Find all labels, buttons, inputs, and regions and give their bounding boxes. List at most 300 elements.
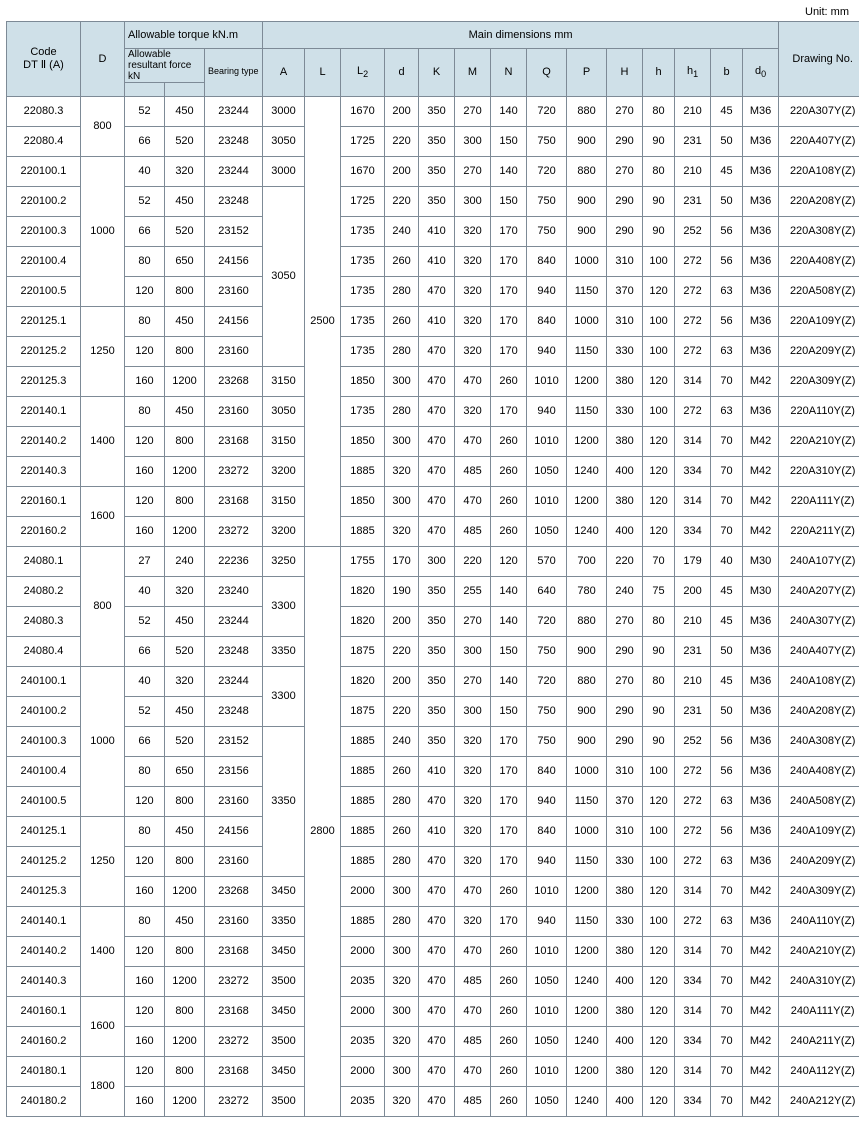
cell-a: 3450 <box>263 876 305 906</box>
cell-l: 2800 <box>305 546 341 1116</box>
cell-n: 260 <box>491 1086 527 1116</box>
cell-d: 300 <box>385 1056 419 1086</box>
cell-p: 880 <box>567 96 607 126</box>
cell-d: 320 <box>385 1026 419 1056</box>
cell-a: 3500 <box>263 966 305 996</box>
cell-torque: 66 <box>125 636 165 666</box>
cell-torque: 40 <box>125 666 165 696</box>
cell-torque: 80 <box>125 396 165 426</box>
cell-m: 220 <box>455 546 491 576</box>
cell-h: 310 <box>607 756 643 786</box>
cell-d0: M36 <box>743 846 779 876</box>
cell-force: 800 <box>165 1056 205 1086</box>
header-force-group <box>125 49 205 83</box>
cell-code: 220140.1 <box>7 396 81 426</box>
cell-drawing-no: 240A210Y(Z) <box>779 936 859 966</box>
cell-h1: 210 <box>675 666 711 696</box>
cell-force: 1200 <box>165 966 205 996</box>
header-torque-group <box>125 22 263 49</box>
cell-h: 120 <box>643 426 675 456</box>
header-col-h1: $h_1$ <box>675 49 711 97</box>
cell-q: 1010 <box>527 486 567 516</box>
cell-m: 320 <box>455 246 491 276</box>
cell-q: 1050 <box>527 966 567 996</box>
cell-drawing-no: 220A307Y(Z) <box>779 96 859 126</box>
cell-drawing-no: 240A209Y(Z) <box>779 846 859 876</box>
cell-b: 56 <box>711 726 743 756</box>
cell-n: 150 <box>491 126 527 156</box>
cell-bearing-type: 23244 <box>205 96 263 126</box>
cell-q: 840 <box>527 306 567 336</box>
cell-h: 90 <box>643 186 675 216</box>
cell-h: 120 <box>643 516 675 546</box>
cell-h1: 210 <box>675 96 711 126</box>
cell-p: 1150 <box>567 786 607 816</box>
cell-n: 150 <box>491 696 527 726</box>
cell-h: 100 <box>643 756 675 786</box>
cell-code: 240125.1 <box>7 816 81 846</box>
cell-h: 380 <box>607 876 643 906</box>
cell-bearing-type: 23248 <box>205 186 263 216</box>
cell-l2: 2000 <box>341 1056 385 1086</box>
cell-h: 290 <box>607 126 643 156</box>
cell-l2: 1725 <box>341 186 385 216</box>
cell-drawing-no: 220A309Y(Z) <box>779 366 859 396</box>
cell-force: 800 <box>165 846 205 876</box>
cell-p: 1240 <box>567 966 607 996</box>
cell-b: 56 <box>711 306 743 336</box>
cell-force: 450 <box>165 606 205 636</box>
cell-n: 260 <box>491 516 527 546</box>
cell-h: 100 <box>643 336 675 366</box>
cell-l2: 1735 <box>341 396 385 426</box>
cell-p: 1150 <box>567 846 607 876</box>
cell-d: 300 <box>385 936 419 966</box>
cell-torque: 80 <box>125 246 165 276</box>
cell-code: 24080.1 <box>7 546 81 576</box>
cell-force: 800 <box>165 936 205 966</box>
cell-k: 470 <box>419 906 455 936</box>
cell-drawing-no: 220A208Y(Z) <box>779 186 859 216</box>
cell-code: 240140.1 <box>7 906 81 936</box>
cell-d0: M36 <box>743 636 779 666</box>
cell-code: 240100.3 <box>7 726 81 756</box>
cell-a: 3450 <box>263 1056 305 1086</box>
cell-drawing-no: 240A112Y(Z) <box>779 1056 859 1086</box>
cell-b: 50 <box>711 636 743 666</box>
cell-m: 300 <box>455 186 491 216</box>
cell-b: 63 <box>711 786 743 816</box>
cell-h1: 272 <box>675 846 711 876</box>
cell-bearing-type: 23160 <box>205 786 263 816</box>
cell-d: 800 <box>81 546 125 666</box>
cell-b: 45 <box>711 96 743 126</box>
cell-p: 1200 <box>567 936 607 966</box>
cell-bearing-type: 23168 <box>205 426 263 456</box>
cell-h: 290 <box>607 636 643 666</box>
cell-bearing-type: 23248 <box>205 696 263 726</box>
cell-k: 350 <box>419 96 455 126</box>
cell-q: 1010 <box>527 366 567 396</box>
cell-m: 485 <box>455 1026 491 1056</box>
cell-a: 3150 <box>263 426 305 456</box>
cell-h1: 231 <box>675 696 711 726</box>
cell-n: 260 <box>491 876 527 906</box>
header-main-dimensions: Main dimensions mm <box>263 22 779 49</box>
cell-l2: 1875 <box>341 696 385 726</box>
cell-a: 3200 <box>263 456 305 486</box>
cell-force: 450 <box>165 306 205 336</box>
cell-h: 90 <box>643 126 675 156</box>
cell-torque: 160 <box>125 516 165 546</box>
cell-d0: M42 <box>743 936 779 966</box>
cell-n: 170 <box>491 336 527 366</box>
cell-d0: M42 <box>743 366 779 396</box>
cell-k: 470 <box>419 846 455 876</box>
cell-d: 260 <box>385 816 419 846</box>
cell-h: 80 <box>643 666 675 696</box>
cell-torque: 120 <box>125 846 165 876</box>
table-row <box>7 996 859 1026</box>
cell-m: 270 <box>455 666 491 696</box>
cell-b: 70 <box>711 366 743 396</box>
cell-q: 1010 <box>527 996 567 1026</box>
cell-q: 1050 <box>527 1026 567 1056</box>
table-row <box>7 966 859 996</box>
table-row <box>7 156 859 186</box>
cell-q: 720 <box>527 156 567 186</box>
cell-h: 330 <box>607 906 643 936</box>
cell-m: 320 <box>455 846 491 876</box>
cell-torque: 66 <box>125 726 165 756</box>
cell-m: 470 <box>455 426 491 456</box>
cell-torque: 160 <box>125 1086 165 1116</box>
cell-n: 260 <box>491 366 527 396</box>
cell-l2: 1820 <box>341 666 385 696</box>
table-row <box>7 816 859 846</box>
cell-h: 75 <box>643 576 675 606</box>
cell-h: 120 <box>643 876 675 906</box>
header-code-line2: DT Ⅱ (A) <box>23 58 64 71</box>
cell-h: 120 <box>643 1056 675 1086</box>
cell-b: 63 <box>711 396 743 426</box>
cell-l2: 1885 <box>341 846 385 876</box>
cell-b: 70 <box>711 486 743 516</box>
cell-m: 320 <box>455 216 491 246</box>
cell-h: 330 <box>607 396 643 426</box>
header-force-label: Allowable resultant force kN <box>128 49 192 82</box>
cell-h: 100 <box>643 246 675 276</box>
cell-l2: 1885 <box>341 516 385 546</box>
cell-force: 800 <box>165 996 205 1026</box>
cell-p: 1200 <box>567 486 607 516</box>
cell-k: 350 <box>419 606 455 636</box>
cell-n: 140 <box>491 666 527 696</box>
cell-k: 350 <box>419 666 455 696</box>
table-row <box>7 306 859 336</box>
cell-h: 120 <box>643 276 675 306</box>
cell-d0: M36 <box>743 726 779 756</box>
cell-h: 270 <box>607 666 643 696</box>
cell-l2: 1670 <box>341 156 385 186</box>
cell-d: 260 <box>385 306 419 336</box>
cell-d0: M36 <box>743 396 779 426</box>
cell-b: 70 <box>711 936 743 966</box>
cell-b: 70 <box>711 1056 743 1086</box>
table-row <box>7 1086 859 1116</box>
header-torque-value-col <box>125 83 165 97</box>
table-row <box>7 546 859 576</box>
cell-l2: 2000 <box>341 876 385 906</box>
table-row <box>7 636 859 666</box>
cell-a: 3500 <box>263 1086 305 1116</box>
cell-bearing-type: 23160 <box>205 396 263 426</box>
cell-l2: 2000 <box>341 996 385 1026</box>
cell-h: 90 <box>643 696 675 726</box>
cell-force: 650 <box>165 756 205 786</box>
cell-force: 1200 <box>165 876 205 906</box>
cell-m: 485 <box>455 456 491 486</box>
cell-n: 260 <box>491 966 527 996</box>
cell-code: 220100.1 <box>7 156 81 186</box>
cell-code: 220160.2 <box>7 516 81 546</box>
cell-torque: 120 <box>125 276 165 306</box>
cell-m: 300 <box>455 696 491 726</box>
cell-force: 450 <box>165 906 205 936</box>
cell-code: 24080.2 <box>7 576 81 606</box>
cell-m: 270 <box>455 96 491 126</box>
cell-h1: 231 <box>675 636 711 666</box>
cell-k: 350 <box>419 186 455 216</box>
cell-q: 750 <box>527 216 567 246</box>
cell-b: 70 <box>711 876 743 906</box>
cell-code: 240125.2 <box>7 846 81 876</box>
cell-n: 260 <box>491 1026 527 1056</box>
cell-k: 470 <box>419 936 455 966</box>
cell-l2: 1885 <box>341 906 385 936</box>
cell-h1: 272 <box>675 396 711 426</box>
cell-code: 240100.1 <box>7 666 81 696</box>
cell-h: 400 <box>607 456 643 486</box>
cell-b: 70 <box>711 516 743 546</box>
cell-k: 470 <box>419 486 455 516</box>
table-row <box>7 456 859 486</box>
cell-l2: 1725 <box>341 126 385 156</box>
table-row <box>7 186 859 216</box>
cell-h: 80 <box>643 96 675 126</box>
cell-p: 1000 <box>567 246 607 276</box>
cell-m: 320 <box>455 726 491 756</box>
cell-code: 220140.2 <box>7 426 81 456</box>
cell-n: 170 <box>491 306 527 336</box>
cell-d: 300 <box>385 366 419 396</box>
cell-h: 270 <box>607 156 643 186</box>
cell-bearing-type: 23156 <box>205 756 263 786</box>
header-col-h: h <box>643 49 675 97</box>
cell-k: 470 <box>419 1056 455 1086</box>
cell-h: 220 <box>607 546 643 576</box>
cell-b: 40 <box>711 546 743 576</box>
cell-h: 380 <box>607 366 643 396</box>
table-row <box>7 126 859 156</box>
header-col-L2: $L_2$ <box>341 49 385 97</box>
cell-a: 3300 <box>263 666 305 726</box>
cell-h: 380 <box>607 426 643 456</box>
cell-force: 1200 <box>165 1026 205 1056</box>
cell-n: 140 <box>491 606 527 636</box>
cell-a: 3350 <box>263 636 305 666</box>
cell-k: 410 <box>419 246 455 276</box>
cell-bearing-type: 23244 <box>205 156 263 186</box>
cell-d0: M36 <box>743 126 779 156</box>
cell-drawing-no: 240A211Y(Z) <box>779 1026 859 1056</box>
cell-p: 1240 <box>567 1086 607 1116</box>
table-row <box>7 486 859 516</box>
cell-k: 470 <box>419 396 455 426</box>
cell-m: 470 <box>455 936 491 966</box>
cell-b: 70 <box>711 426 743 456</box>
cell-a: 3050 <box>263 396 305 426</box>
cell-m: 320 <box>455 336 491 366</box>
cell-l2: 1850 <box>341 486 385 516</box>
cell-k: 470 <box>419 516 455 546</box>
cell-n: 260 <box>491 936 527 966</box>
cell-force: 520 <box>165 636 205 666</box>
cell-d0: M36 <box>743 276 779 306</box>
cell-d: 800 <box>81 96 125 156</box>
cell-b: 45 <box>711 576 743 606</box>
cell-d: 280 <box>385 396 419 426</box>
cell-code: 220125.3 <box>7 366 81 396</box>
cell-drawing-no: 240A108Y(Z) <box>779 666 859 696</box>
cell-drawing-no: 220A308Y(Z) <box>779 216 859 246</box>
table-row <box>7 936 859 966</box>
cell-code: 240140.3 <box>7 966 81 996</box>
cell-h: 380 <box>607 936 643 966</box>
cell-m: 485 <box>455 1086 491 1116</box>
cell-p: 1200 <box>567 426 607 456</box>
cell-d0: M42 <box>743 996 779 1026</box>
cell-q: 940 <box>527 786 567 816</box>
cell-n: 140 <box>491 156 527 186</box>
cell-p: 900 <box>567 186 607 216</box>
cell-p: 900 <box>567 696 607 726</box>
cell-h: 120 <box>643 966 675 996</box>
cell-torque: 52 <box>125 186 165 216</box>
cell-l2: 2000 <box>341 936 385 966</box>
cell-drawing-no: 220A407Y(Z) <box>779 126 859 156</box>
table-row <box>7 666 859 696</box>
cell-drawing-no: 220A508Y(Z) <box>779 276 859 306</box>
cell-q: 1010 <box>527 876 567 906</box>
cell-n: 260 <box>491 456 527 486</box>
header-bearing-type-label: Bearing type <box>208 66 259 77</box>
cell-m: 270 <box>455 156 491 186</box>
cell-d: 320 <box>385 1086 419 1116</box>
cell-b: 56 <box>711 756 743 786</box>
cell-p: 1000 <box>567 756 607 786</box>
cell-torque: 80 <box>125 756 165 786</box>
cell-a: 3050 <box>263 186 305 366</box>
cell-m: 270 <box>455 606 491 636</box>
cell-m: 320 <box>455 276 491 306</box>
cell-d: 1250 <box>81 816 125 906</box>
cell-q: 750 <box>527 126 567 156</box>
cell-n: 170 <box>491 216 527 246</box>
cell-h: 120 <box>643 786 675 816</box>
cell-k: 470 <box>419 1026 455 1056</box>
cell-k: 470 <box>419 336 455 366</box>
cell-code: 240160.2 <box>7 1026 81 1056</box>
cell-h1: 252 <box>675 216 711 246</box>
cell-l2: 1735 <box>341 306 385 336</box>
cell-torque: 120 <box>125 1056 165 1086</box>
cell-d: 200 <box>385 156 419 186</box>
cell-h: 330 <box>607 336 643 366</box>
cell-a: 3000 <box>263 156 305 186</box>
cell-b: 45 <box>711 666 743 696</box>
cell-l2: 1875 <box>341 636 385 666</box>
cell-d: 220 <box>385 186 419 216</box>
cell-torque: 160 <box>125 1026 165 1056</box>
cell-drawing-no: 240A107Y(Z) <box>779 546 859 576</box>
cell-a: 3350 <box>263 906 305 936</box>
cell-torque: 160 <box>125 876 165 906</box>
cell-k: 410 <box>419 216 455 246</box>
cell-n: 140 <box>491 96 527 126</box>
cell-l2: 1670 <box>341 96 385 126</box>
cell-d0: M36 <box>743 816 779 846</box>
cell-h1: 314 <box>675 426 711 456</box>
cell-q: 940 <box>527 396 567 426</box>
cell-q: 840 <box>527 756 567 786</box>
cell-h: 270 <box>607 96 643 126</box>
cell-q: 750 <box>527 696 567 726</box>
cell-k: 470 <box>419 426 455 456</box>
cell-h1: 179 <box>675 546 711 576</box>
cell-d: 200 <box>385 666 419 696</box>
cell-p: 900 <box>567 126 607 156</box>
cell-a: 3450 <box>263 936 305 966</box>
cell-force: 800 <box>165 276 205 306</box>
cell-drawing-no: 240A508Y(Z) <box>779 786 859 816</box>
cell-a: 3250 <box>263 546 305 576</box>
cell-h: 380 <box>607 486 643 516</box>
cell-d: 1600 <box>81 996 125 1056</box>
cell-d0: M36 <box>743 156 779 186</box>
cell-l: 2500 <box>305 96 341 546</box>
cell-h: 120 <box>643 996 675 1026</box>
cell-p: 1000 <box>567 816 607 846</box>
cell-b: 50 <box>711 126 743 156</box>
cell-l2: 1885 <box>341 456 385 486</box>
cell-k: 300 <box>419 546 455 576</box>
cell-q: 720 <box>527 666 567 696</box>
cell-bearing-type: 23248 <box>205 636 263 666</box>
table-row <box>7 846 859 876</box>
cell-torque: 160 <box>125 966 165 996</box>
cell-drawing-no: 240A408Y(Z) <box>779 756 859 786</box>
cell-force: 520 <box>165 726 205 756</box>
cell-torque: 120 <box>125 426 165 456</box>
cell-q: 940 <box>527 336 567 366</box>
table-row <box>7 756 859 786</box>
cell-d: 220 <box>385 636 419 666</box>
cell-p: 1150 <box>567 396 607 426</box>
cell-m: 320 <box>455 396 491 426</box>
cell-h1: 210 <box>675 156 711 186</box>
cell-p: 900 <box>567 726 607 756</box>
